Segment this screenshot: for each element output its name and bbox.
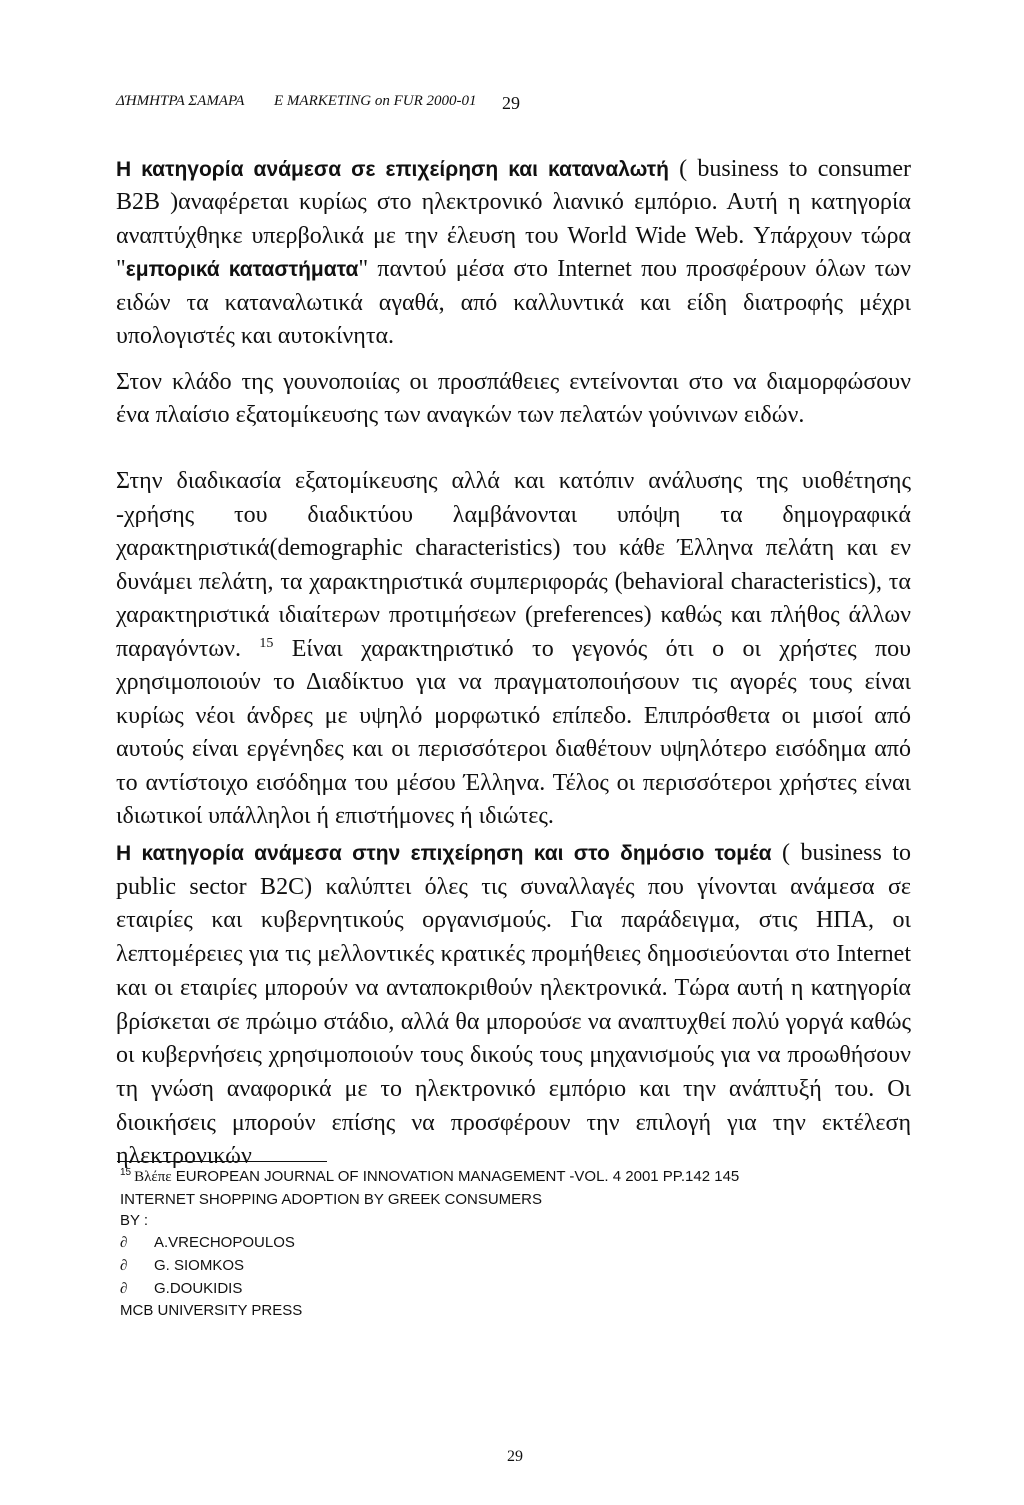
footnote-by: BY : [120, 1212, 149, 1230]
footnote-author [120, 1278, 910, 1301]
footnote-publisher: MCB UNIVERSITY PRESS [120, 1302, 303, 1320]
author-name: A.VRECHOPOULOS [154, 1234, 295, 1252]
footnote-see: Βλέπε [134, 1169, 172, 1185]
footnote [120, 1166, 910, 1322]
paragraph-b2b [116, 153, 911, 353]
emphasis-text: εμπορικά καταστήματα [125, 258, 359, 282]
paragraph-text: Είναι χαρακτηριστικό το γεγονός ότι ο οι χρήστες που χρησιμοποιούν το Διαδίκτυο για να πραγματοποιήσουν τις αγορές τους είναι κυρίως νέοι άνδρες με υψηλό μορφωτικό επίπεδο. Επιπρόσθετα οι μισοί από αυτούς είναι εργένηδες και οι περισσότεροι διαθέτουν υψηλότερο εισόδημα από το αντίστοιχο εισόδημα του μέσου Έλληνα. Τέλος οι περισσότεροι χρήστες είναι ιδιωτικοί υπάλληλοι ή επιστήμονες ή ιδιώτες. [116, 635, 912, 829]
header-page-number: 29 [502, 93, 520, 113]
paragraph-fur-industry [116, 366, 911, 431]
bullet-icon: ∂ [120, 1280, 128, 1297]
footnote-number: 15 [120, 1167, 132, 1178]
header-title: E MARKETING on FUR 2000-01 [274, 93, 477, 109]
paragraph-text: ( business to public sector B2C) καλύπτει όλες τις συναλλαγές που γίνονται ανάμεσα σε εταιρίες και κυβερνητικούς οργανισμούς. Για παράδειγμα, στις ΗΠΑ, οι λεπτομέρειες για τις μελλοντικές κρατικές προμήθειες δημοσιεύονται στο Internet και οι εταιρίες μπορούν να ανταποκριθούν ηλεκτρονικά. Τώρα αυτή η κατηγορία βρίσκεται σε πρώιμο στάδιο, αλλά θα μπορούσε να αναπτυχθεί πολύ γοργά καθώς οι κυβερνήσεις χρησιμοποιούν τους δικούς τους μηχανισμούς για να προωθήσουν τη γνώση αναφορικά με το ηλεκτρονικό εμπόριο και την ανάπτυξή του. Οι διοικήσεις μπορούν επίσης να προσφέρουν την επιλογή για την εκτέλεση ηλεκτρονικών [116, 840, 911, 1170]
header-author: ΔΉΜΗΤΡΑ ΣΑΜΑΡΑ [116, 93, 245, 109]
running-header [116, 93, 906, 117]
footnote-reference: 15 [259, 635, 274, 651]
bullet-icon: ∂ [120, 1235, 128, 1252]
paragraph-text: ( business to consumer B2B )αναφέρεται κυρίως στο ηλεκτρονικό λιανικό εμπόριο. Αυτή η κατηγορία αναπτύχθηκε υπερβολικά με την έλευση του World Wide Web. Υπάρχουν τώρα " [116, 156, 912, 283]
paragraph-text: " παντού μέσα στο Internet που προσφέρουν όλων των ειδών τα καταναλωτικά αγαθά, από καλλυντικά και είδη διατροφής μέχρι υπολογιστές και αυτοκίνητα. [116, 256, 912, 350]
footnote-author [120, 1232, 910, 1255]
author-name: G.DOUKIDIS [154, 1279, 243, 1297]
author-name: G. SIOMKOS [154, 1256, 245, 1274]
paragraph-personalization [116, 465, 911, 834]
footnote-divider [117, 1161, 327, 1162]
footnote-author [120, 1255, 910, 1278]
paragraph-lead-b2c: Η κατηγορία ανάμεσα στην επιχείρηση και στο δημόσιο τομέα [116, 842, 772, 865]
footnote-article-title: INTERNET SHOPPING ADOPTION BY GREEK CONSUMERS [120, 1190, 543, 1208]
footnote-source: EUROPEAN JOURNAL OF INNOVATION MANAGEMENT -VOL. 4 2001 PP.142 145 [175, 1168, 740, 1185]
paragraph-text: Στην διαδικασία εξατομίκευσης αλλά και κατόπιν ανάλυσης της υιοθέτησης -χρήσης του διαδικτύου λαμβάνονται υπόψη τα δημογραφικά χαρακτηριστικά(demographic characteristics) του κάθε Έλληνα πελάτη και εν δυνάμει πελάτη, τα χαρακτηριστικά συμπεριφοράς (behavioral characteristics), τα χαρακτηριστικά ιδιαίτερων προτιμήσεων (preferences) καθώς και πλήθος άλλων παραγόντων. [116, 468, 911, 662]
bullet-icon: ∂ [120, 1257, 128, 1274]
paragraph-lead-b2b: Η κατηγορία ανάμεσα σε επιχείρηση και καταναλωτή [116, 158, 670, 181]
footer-page-number: 29 [507, 1448, 523, 1465]
paragraph-text: Στον κλάδο της γουνοποιίας οι προσπάθειες εντείνονται στο να διαμορφώσουν ένα πλαίσιο εξατομίκευσης των αναγκών των πελατών γούνινων ειδών. [116, 369, 911, 428]
paragraph-b2c [116, 837, 911, 1174]
footnote-source-line [120, 1166, 910, 1189]
